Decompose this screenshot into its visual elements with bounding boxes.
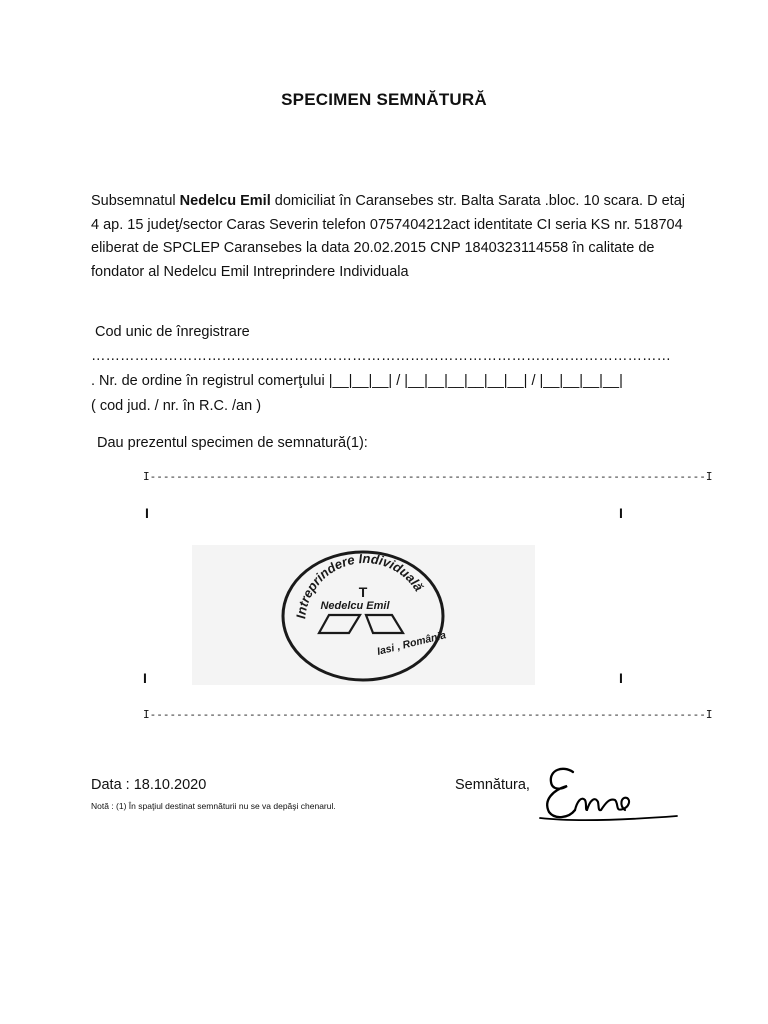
signature-label: Semnătura, (455, 777, 530, 793)
handwritten-signature (535, 760, 680, 830)
declaration-text-start: Subsemnatul (91, 193, 180, 209)
frame-left-bar-lower: I (143, 670, 147, 686)
dotted-line: ………………………………………………………………………………………………………… (91, 348, 671, 364)
stamp-left-shape (319, 615, 360, 633)
document-title: SPECIMEN SEMNĂTURĂ (281, 90, 487, 109)
nr-ordine-line: . Nr. de ordine în registrul comerţului |__|__|__| / |__|__|__|__|__|__| / |__|__|__|__| (91, 373, 623, 389)
stamp-arc-text: Intreprindere Individuală (293, 550, 427, 620)
frame-top-border: I------------------------------------------------------------------------------------I (143, 470, 713, 483)
stamp-location: Iasi , România (375, 629, 448, 658)
cod-jud-line: ( cod jud. / nr. în R.C. /an ) (91, 398, 262, 414)
frame-left-bar-upper: I (145, 505, 149, 521)
company-stamp (192, 545, 535, 685)
cod-unic-label: Cod unic de înregistrare (95, 324, 250, 340)
declaration-paragraph (91, 190, 691, 284)
stamp-letter: T (358, 584, 368, 600)
frame-right-bar-upper: I (619, 505, 623, 521)
stamp-area (192, 545, 535, 685)
declarant-name: Nedelcu Emil (179, 193, 271, 209)
footnote: Notă : (1) În spaţiul destinat semnăturii nu se va depăşi chenarul. (91, 801, 336, 811)
declaration-text-rest: domiciliat în Caransebes str. Balta Sarata .bloc. 10 scara. D etaj 4 ap. 15 judeţ/sector Caras Severin telefon 0757404212act identitate CI seria KS nr. 518704 eliberat de SPCLEP Caransebes la data 20.02.2015 CNP 1840323114558 în calitate de fondator al Nedelcu Emil Intreprindere Individuala (91, 193, 685, 280)
stamp-right-shape (366, 615, 403, 633)
specimen-intro: Dau prezentul specimen de semnatură(1): (97, 435, 368, 451)
frame-bottom-border: I------------------------------------------------------------------------------------I (143, 708, 713, 721)
frame-right-bar-lower: I (619, 670, 623, 686)
date-line: Data : 18.10.2020 (91, 777, 207, 793)
stamp-name: Nedelcu Emil (320, 600, 390, 612)
